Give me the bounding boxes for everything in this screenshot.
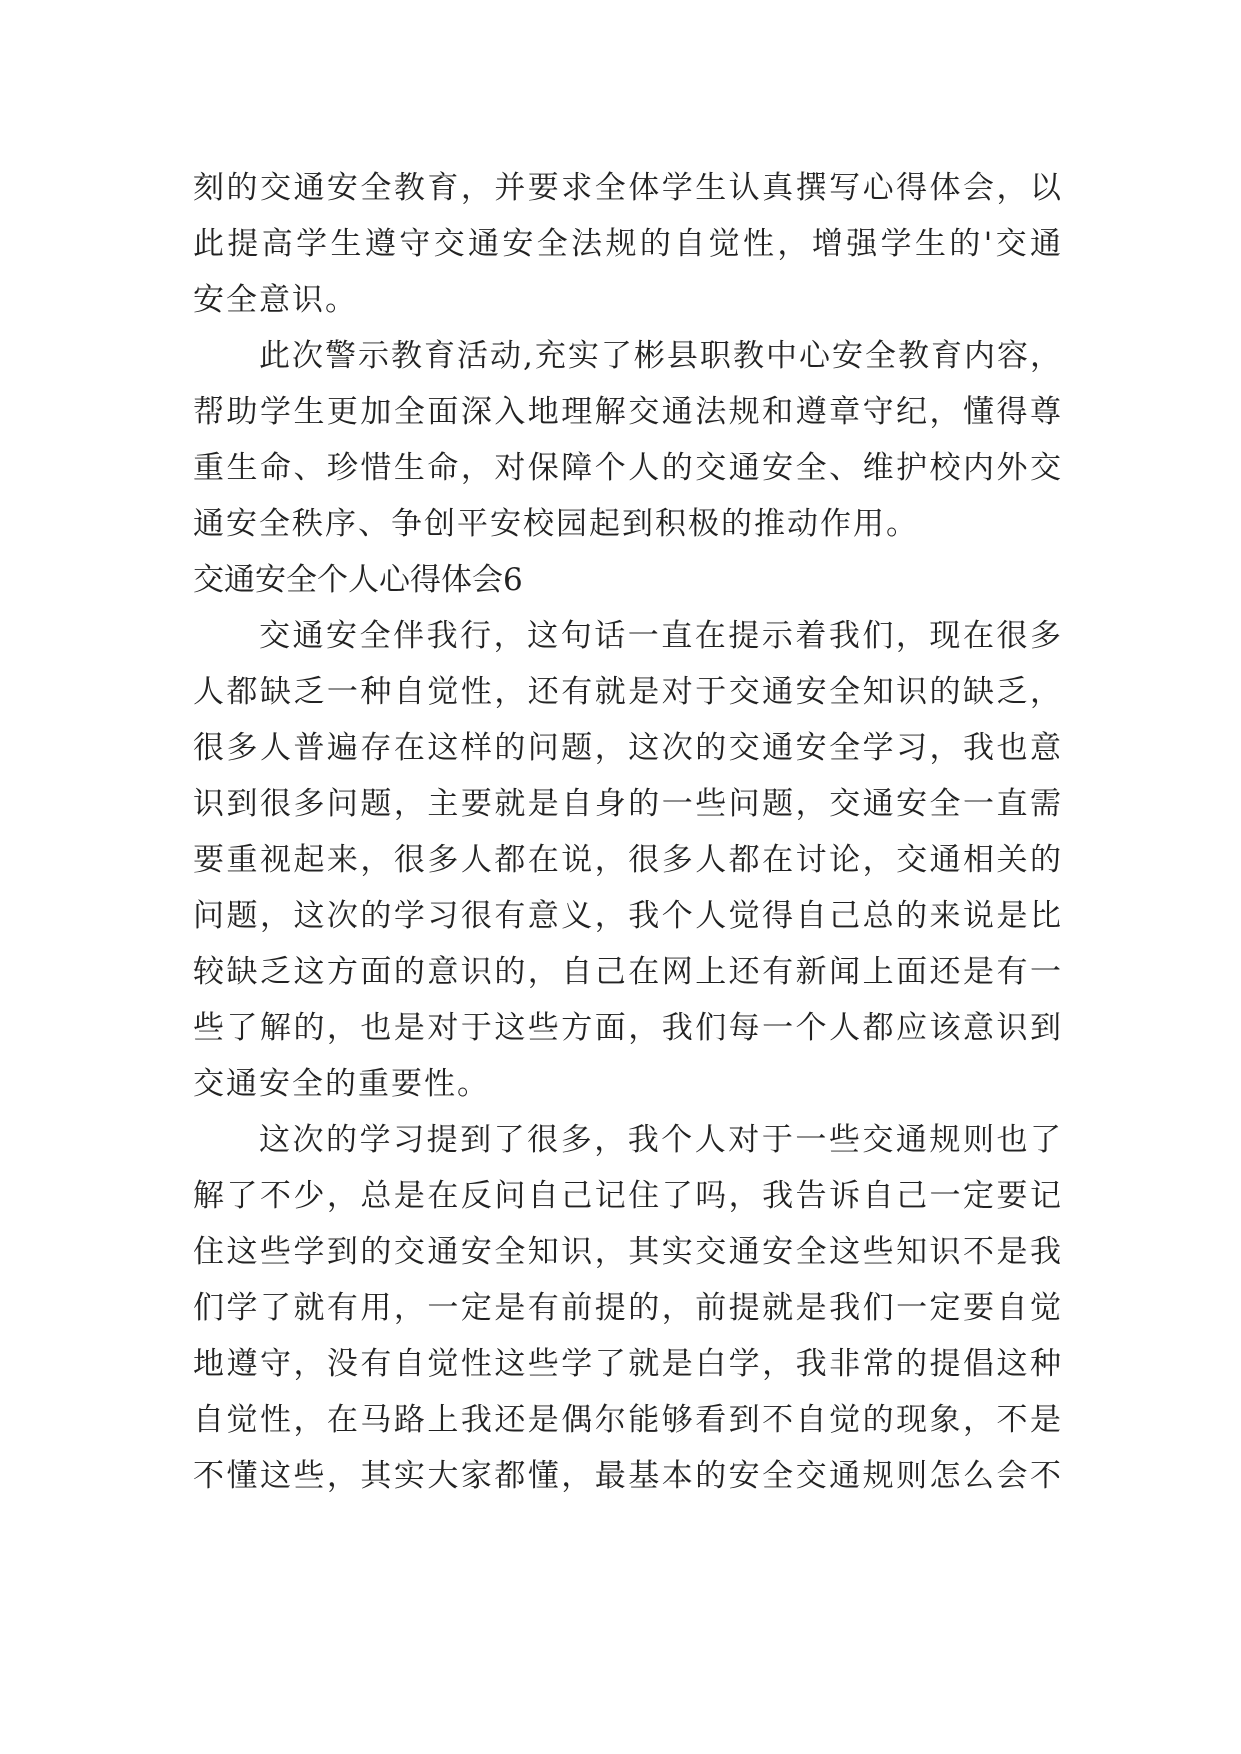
- body-line: 帮助学生更加全面深入地理解交通法规和遵章守纪，懂得尊: [193, 394, 1063, 430]
- section-heading: 交通安全个人心得体会6: [193, 562, 523, 598]
- body-line: 自觉性，在马路上我还是偶尔能够看到不自觉的现象，不是: [193, 1402, 1063, 1438]
- body-line: 此提高学生遵守交通安全法规的自觉性，增强学生的'交通: [193, 226, 1063, 262]
- body-line: 不懂这些，其实大家都懂，最基本的安全交通规则怎么会不: [193, 1458, 1063, 1494]
- body-line: 较缺乏这方面的意识的，自己在网上还有新闻上面还是有一: [193, 954, 1063, 990]
- body-line: 们学了就有用，一定是有前提的，前提就是我们一定要自觉: [193, 1290, 1063, 1326]
- document-body: [193, 160, 1063, 1504]
- paragraph-first-line: 此次警示教育活动,充实了彬县职教中心安全教育内容，: [259, 338, 1063, 374]
- body-line: 问题，这次的学习很有意义，我个人觉得自己总的来说是比: [193, 898, 1063, 934]
- body-line: 解了不少，总是在反问自己记住了吗，我告诉自己一定要记: [193, 1178, 1063, 1214]
- body-line: 很多人普遍存在这样的问题，这次的交通安全学习，我也意: [193, 730, 1063, 766]
- body-line: 地遵守，没有自觉性这些学了就是白学，我非常的提倡这种: [193, 1346, 1063, 1382]
- paragraph-first-line: 这次的学习提到了很多，我个人对于一些交通规则也了: [259, 1122, 1063, 1158]
- body-line: 重生命、珍惜生命，对保障个人的交通安全、维护校内外交: [193, 450, 1063, 486]
- body-line: 识到很多问题，主要就是自身的一些问题，交通安全一直需: [193, 786, 1063, 822]
- body-line: 要重视起来，很多人都在说，很多人都在讨论，交通相关的: [193, 842, 1063, 878]
- body-line: 些了解的，也是对于这些方面，我们每一个人都应该意识到: [193, 1010, 1063, 1046]
- body-line: 住这些学到的交通安全知识，其实交通安全这些知识不是我: [193, 1234, 1063, 1270]
- body-line: 刻的交通安全教育，并要求全体学生认真撰写心得体会，以: [193, 170, 1063, 206]
- body-line: 交通安全的重要性。: [193, 1066, 490, 1102]
- body-line: 通安全秩序、争创平安校园起到积极的推动作用。: [193, 506, 919, 542]
- body-line: 人都缺乏一种自觉性，还有就是对于交通安全知识的缺乏，: [193, 674, 1063, 710]
- paragraph-first-line: 交通安全伴我行，这句话一直在提示着我们，现在很多: [259, 618, 1063, 654]
- body-line: 安全意识。: [193, 282, 358, 318]
